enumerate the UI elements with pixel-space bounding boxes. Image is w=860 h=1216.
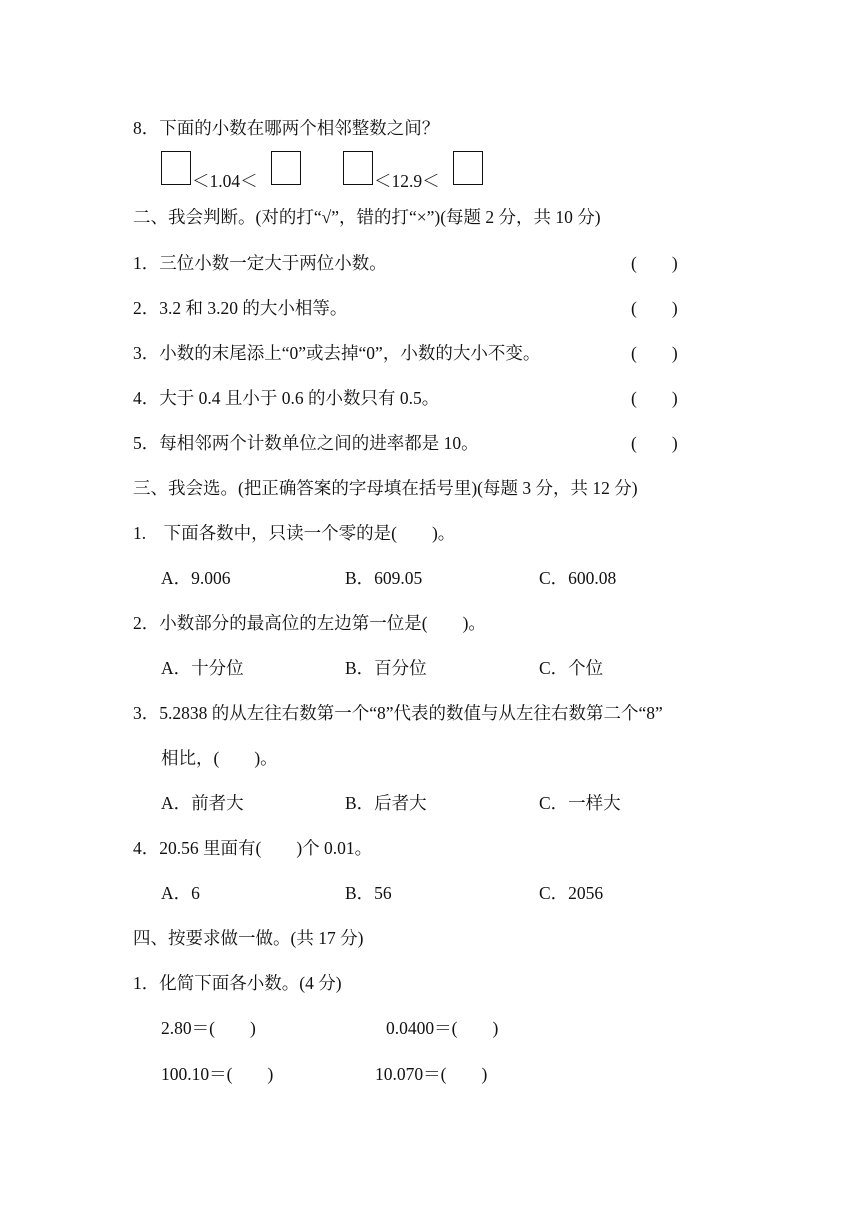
- choice-question-3-cont: 相比，( )。: [161, 748, 278, 768]
- option-c[interactable]: C．一样大: [539, 793, 621, 813]
- simplify-item[interactable]: 10.070＝( ): [375, 1064, 488, 1084]
- inequality-2: ＜12.9＜: [374, 171, 440, 191]
- judge-item-5: 5．每相邻两个计数单位之间的进率都是 10。: [133, 433, 479, 453]
- judge-item-3: 3．小数的末尾添上“0”或去掉“0”，小数的大小不变。: [133, 343, 541, 363]
- answer-paren[interactable]: ( ): [631, 298, 678, 318]
- simplify-item[interactable]: 2.80＝( ): [161, 1018, 256, 1038]
- section-4-heading: 四、按要求做一做。(共 17 分): [133, 928, 364, 948]
- choice-question-3: 3．5.2838 的从左往右数第一个“8”代表的数值与从左往右数第二个“8”: [133, 703, 663, 723]
- simplify-question: 1．化简下面各小数。(4 分): [133, 973, 342, 993]
- section-2-heading: 二、我会判断。(对的打“√”，错的打“×”)(每题 2 分，共 10 分): [133, 207, 601, 227]
- simplify-item[interactable]: 0.0400＝( ): [386, 1018, 499, 1038]
- judge-item-4: 4．大于 0.4 且小于 0.6 的小数只有 0.5。: [133, 388, 440, 408]
- answer-paren[interactable]: ( ): [631, 433, 678, 453]
- answer-box[interactable]: [161, 151, 191, 185]
- option-b[interactable]: B．56: [345, 883, 392, 903]
- inequality-1: ＜1.04＜: [192, 171, 258, 191]
- option-c[interactable]: C．600.08: [539, 568, 617, 588]
- answer-paren[interactable]: ( ): [631, 388, 678, 408]
- section-3-heading: 三、我会选。(把正确答案的字母填在括号里)(每题 3 分，共 12 分): [133, 478, 638, 498]
- option-a[interactable]: A．十分位: [161, 658, 244, 678]
- answer-paren[interactable]: ( ): [631, 343, 678, 363]
- choice-question-2: 2．小数部分的最高位的左边第一位是( )。: [133, 613, 486, 633]
- judge-item-2: 2．3.2 和 3.20 的大小相等。: [133, 298, 348, 318]
- option-b[interactable]: B．后者大: [345, 793, 427, 813]
- option-a[interactable]: A．6: [161, 883, 200, 903]
- option-a[interactable]: A．9.006: [161, 568, 231, 588]
- option-a[interactable]: A．前者大: [161, 793, 244, 813]
- judge-item-1: 1．三位小数一定大于两位小数。: [133, 253, 387, 273]
- choice-question-4: 4．20.56 里面有( )个 0.01。: [133, 838, 373, 858]
- choice-question-1: 1. 下面各数中，只读一个零的是( )。: [133, 523, 456, 543]
- question-8-title: 8．下面的小数在哪两个相邻整数之间？: [133, 118, 440, 138]
- answer-box[interactable]: [343, 151, 373, 185]
- option-b[interactable]: B．609.05: [345, 568, 423, 588]
- option-c[interactable]: C．个位: [539, 658, 604, 678]
- answer-paren[interactable]: ( ): [631, 253, 678, 273]
- answer-box[interactable]: [271, 151, 301, 185]
- option-b[interactable]: B．百分位: [345, 658, 427, 678]
- answer-box[interactable]: [453, 151, 483, 185]
- simplify-item[interactable]: 100.10＝( ): [161, 1064, 274, 1084]
- option-c[interactable]: C．2056: [539, 883, 604, 903]
